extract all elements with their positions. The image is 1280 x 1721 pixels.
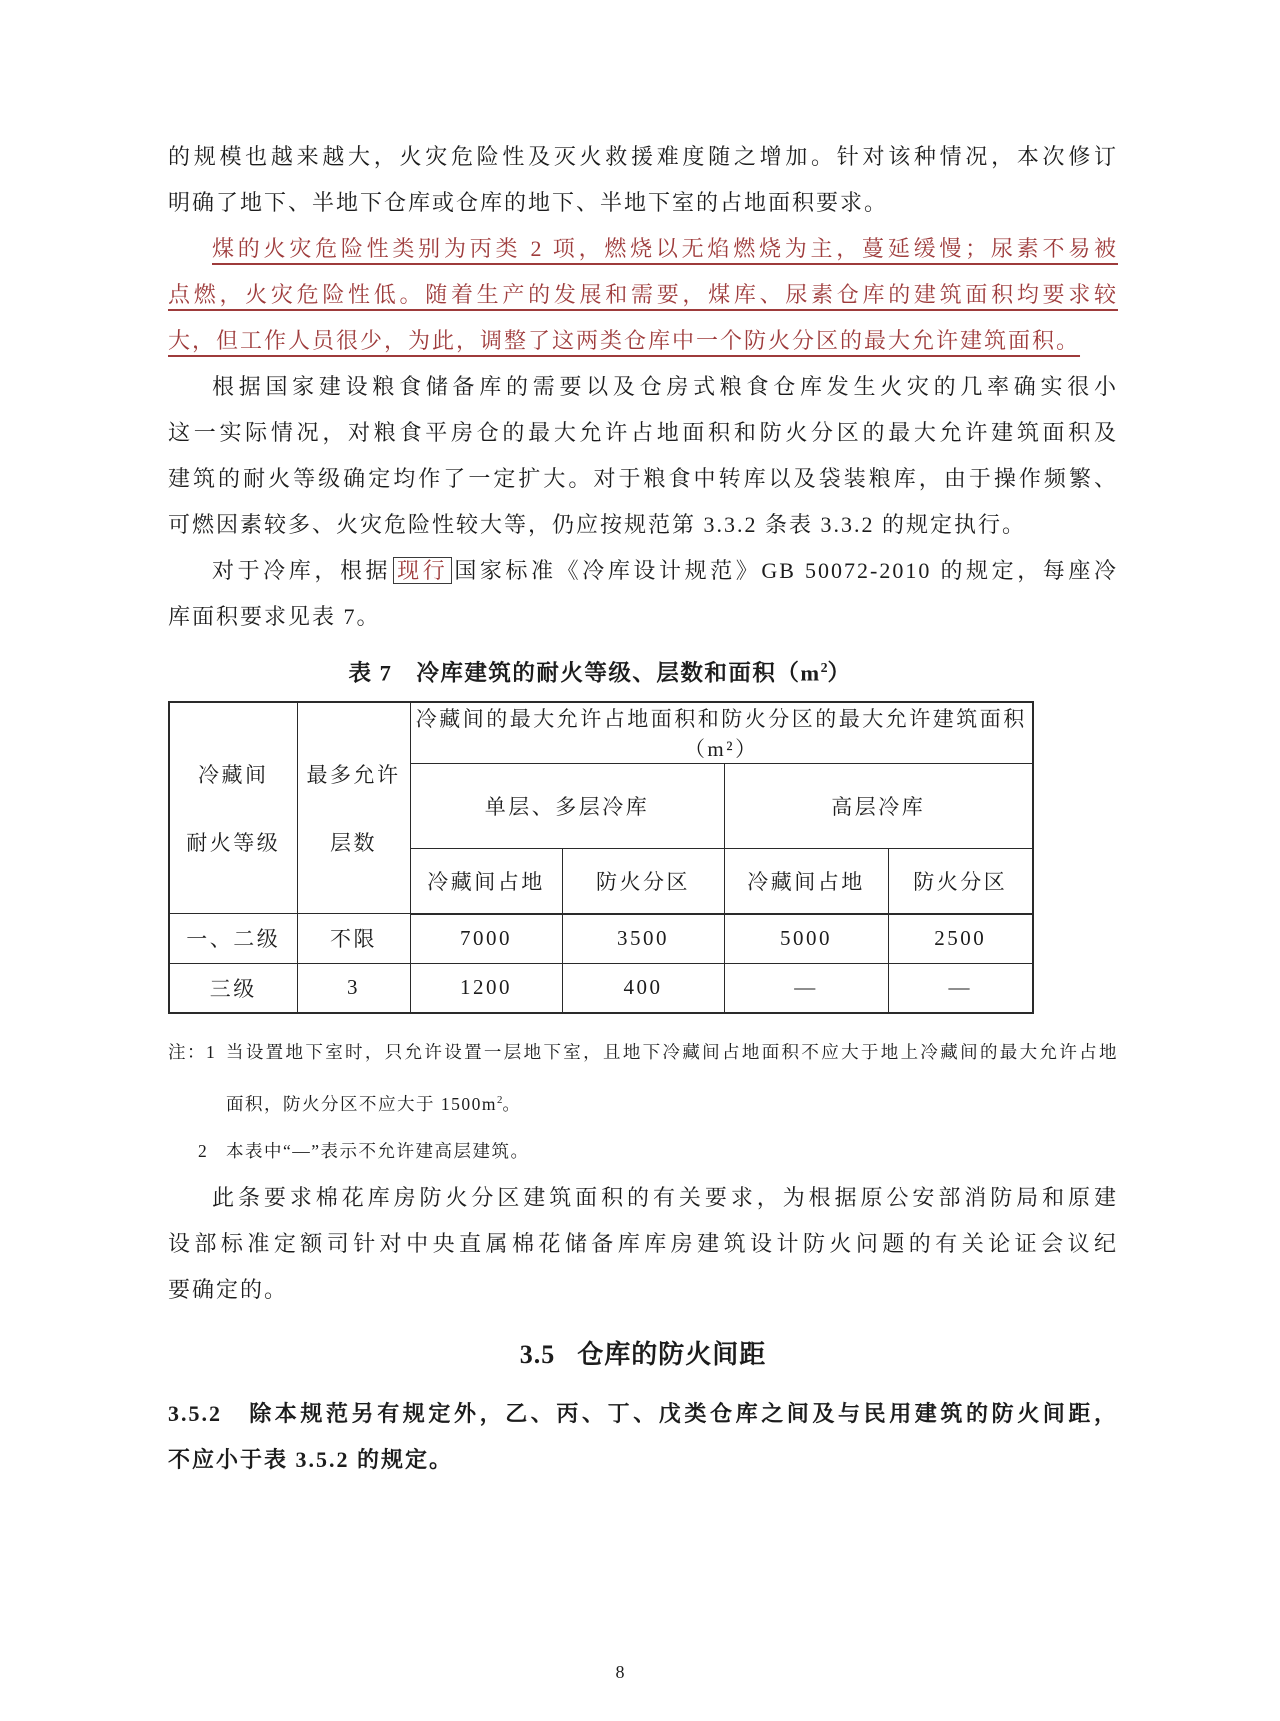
note-1 xyxy=(168,1028,1118,1128)
paragraph-cotton-warehouse xyxy=(168,1175,1118,1313)
caption-text: 表 7 冷库建筑的耐火等级、层数和面积（m xyxy=(348,660,821,686)
note-text xyxy=(226,1028,1118,1128)
header-group-highrise: 高层冷库 xyxy=(724,763,1033,848)
header-sub-footprint: 冷藏间占地 xyxy=(410,848,562,914)
table-cell: 三级 xyxy=(169,963,297,1013)
caption-superscript: 2 xyxy=(820,661,828,676)
text-line: 库面积要求见表 7。 xyxy=(168,604,381,629)
table-cell: 5000 xyxy=(724,914,888,964)
header-text: 最多允许 xyxy=(306,762,401,787)
note-text-segment: 。 xyxy=(502,1093,522,1114)
table-cell: — xyxy=(724,963,888,1013)
text-line: 可燃因素较多、火灾危险性较大等，仍应按规范第 3.3.2 条表 3.3.2 的规定执行。 xyxy=(168,512,1027,537)
revision-text-line: 点燃，火灾危险性低。随着生产的发展和需要，煤库、尿素仓库的建筑面积均要求较 xyxy=(168,282,1118,307)
table-cell: 3 xyxy=(297,963,410,1013)
table-cell: — xyxy=(888,963,1033,1013)
table-7-block xyxy=(168,644,1032,1014)
text-line: 设部标准定额司针对中央直属棉花储备库库房建筑设计防火问题的有关论证会议纪 xyxy=(168,1231,1118,1257)
table-cell: 400 xyxy=(562,963,724,1013)
text-line: 建筑的耐火等级确定均作了一定扩大。对于粮食中转库以及袋装粮库，由于操作频繁、 xyxy=(168,466,1118,491)
header-sub-compartment: 防火分区 xyxy=(888,848,1033,914)
header-text: 耐火等级 xyxy=(186,830,281,855)
clause-3-5-2 xyxy=(168,1391,1118,1483)
note-line: 本表中“—”表示不允许建高层建筑。 xyxy=(226,1141,530,1162)
table-row xyxy=(169,914,1033,964)
header-text: 冷藏间 xyxy=(198,762,269,787)
header-max-floors xyxy=(297,702,410,914)
text-segment: 国家标准《冷库设计规范》GB 50072-2010 的规定，每座冷 xyxy=(454,558,1118,583)
revision-text-line: 煤的火灾危险性类别为丙类 2 项，燃烧以无焰燃烧为主，蔓延缓慢；尿素不易被 xyxy=(212,236,1118,261)
revision-text-line: 大，但工作人员很少，为此，调整了这两类仓库中一个防火分区的最大允许建筑面积。 xyxy=(168,328,1081,353)
table-cell: 7000 xyxy=(410,914,562,964)
note-label: 注：1 xyxy=(168,1041,217,1062)
boxed-revision-term: 现行 xyxy=(393,557,452,584)
section-heading-3-5 xyxy=(168,1329,1118,1381)
paragraph-revision-red xyxy=(168,226,1118,364)
table-7-caption xyxy=(168,644,1032,699)
text-line xyxy=(168,548,1118,594)
paragraph-continuation xyxy=(168,134,1118,226)
header-text: 层数 xyxy=(330,830,377,855)
text-line: 明确了地下、半地下仓库或仓库的地下、半地下室的占地面积要求。 xyxy=(168,190,889,215)
note-text-segment: 面积，防火分区不应大于 1500m xyxy=(226,1093,497,1114)
caption-text: ） xyxy=(827,660,852,686)
clause-line: 不应小于表 3.5.2 的规定。 xyxy=(168,1447,454,1473)
note-text xyxy=(226,1127,1118,1175)
note-line xyxy=(226,1076,1118,1128)
note-label: 2 xyxy=(198,1141,209,1162)
section-title: 仓库的防火间距 xyxy=(577,1340,767,1370)
header-sub-compartment: 防火分区 xyxy=(562,848,724,914)
text-line: 这一实际情况，对粮食平房仓的最大允许占地面积和防火分区的最大允许建筑面积及 xyxy=(168,420,1118,445)
clause-line: 3.5.2 除本规范另有规定外，乙、丙、丁、戊类仓库之间及与民用建筑的防火间距， xyxy=(168,1401,1118,1427)
table-cell: 2500 xyxy=(888,914,1033,964)
table-7 xyxy=(168,701,1034,1014)
table-cell: 1200 xyxy=(410,963,562,1013)
table-cell: 3500 xyxy=(562,914,724,964)
text-segment: 对于冷库，根据 xyxy=(212,558,392,583)
paragraph-cold-storage xyxy=(168,548,1118,640)
note-line: 当设置地下室时，只允许设置一层地下室，且地下冷藏间占地面积不应大于地上冷藏间的最大允许占地 xyxy=(226,1041,1118,1062)
text-line: 要确定的。 xyxy=(168,1277,289,1303)
note-2 xyxy=(168,1127,1118,1175)
table-cell: 不限 xyxy=(297,914,410,964)
note-superscript: 2 xyxy=(497,1093,503,1106)
header-group-single-multi: 单层、多层冷库 xyxy=(410,763,724,848)
table-notes xyxy=(168,1028,1118,1176)
section-number: 3.5 xyxy=(519,1340,556,1370)
paragraph-grain-warehouse xyxy=(168,364,1118,548)
text-line: 的规模也越来越大，火灾危险性及灭火救援难度随之增加。针对该种情况，本次修订 xyxy=(168,144,1118,169)
text-line: 此条要求棉花库房防火分区建筑面积的有关要求，为根据原公安部消防局和原建 xyxy=(212,1185,1118,1211)
header-sub-footprint: 冷藏间占地 xyxy=(724,848,888,914)
header-fire-resistance-class xyxy=(169,702,297,914)
table-row xyxy=(169,963,1033,1013)
header-span-areas: 冷藏间的最大允许占地面积和防火分区的最大允许建筑面积（m²） xyxy=(410,702,1033,764)
table-cell: 一、二级 xyxy=(169,914,297,964)
page-number: 8 xyxy=(615,1662,625,1682)
page-content xyxy=(168,134,1118,1483)
text-line: 根据国家建设粮食储备库的需要以及仓房式粮食仓库发生火灾的几率确实很小 xyxy=(212,374,1118,399)
